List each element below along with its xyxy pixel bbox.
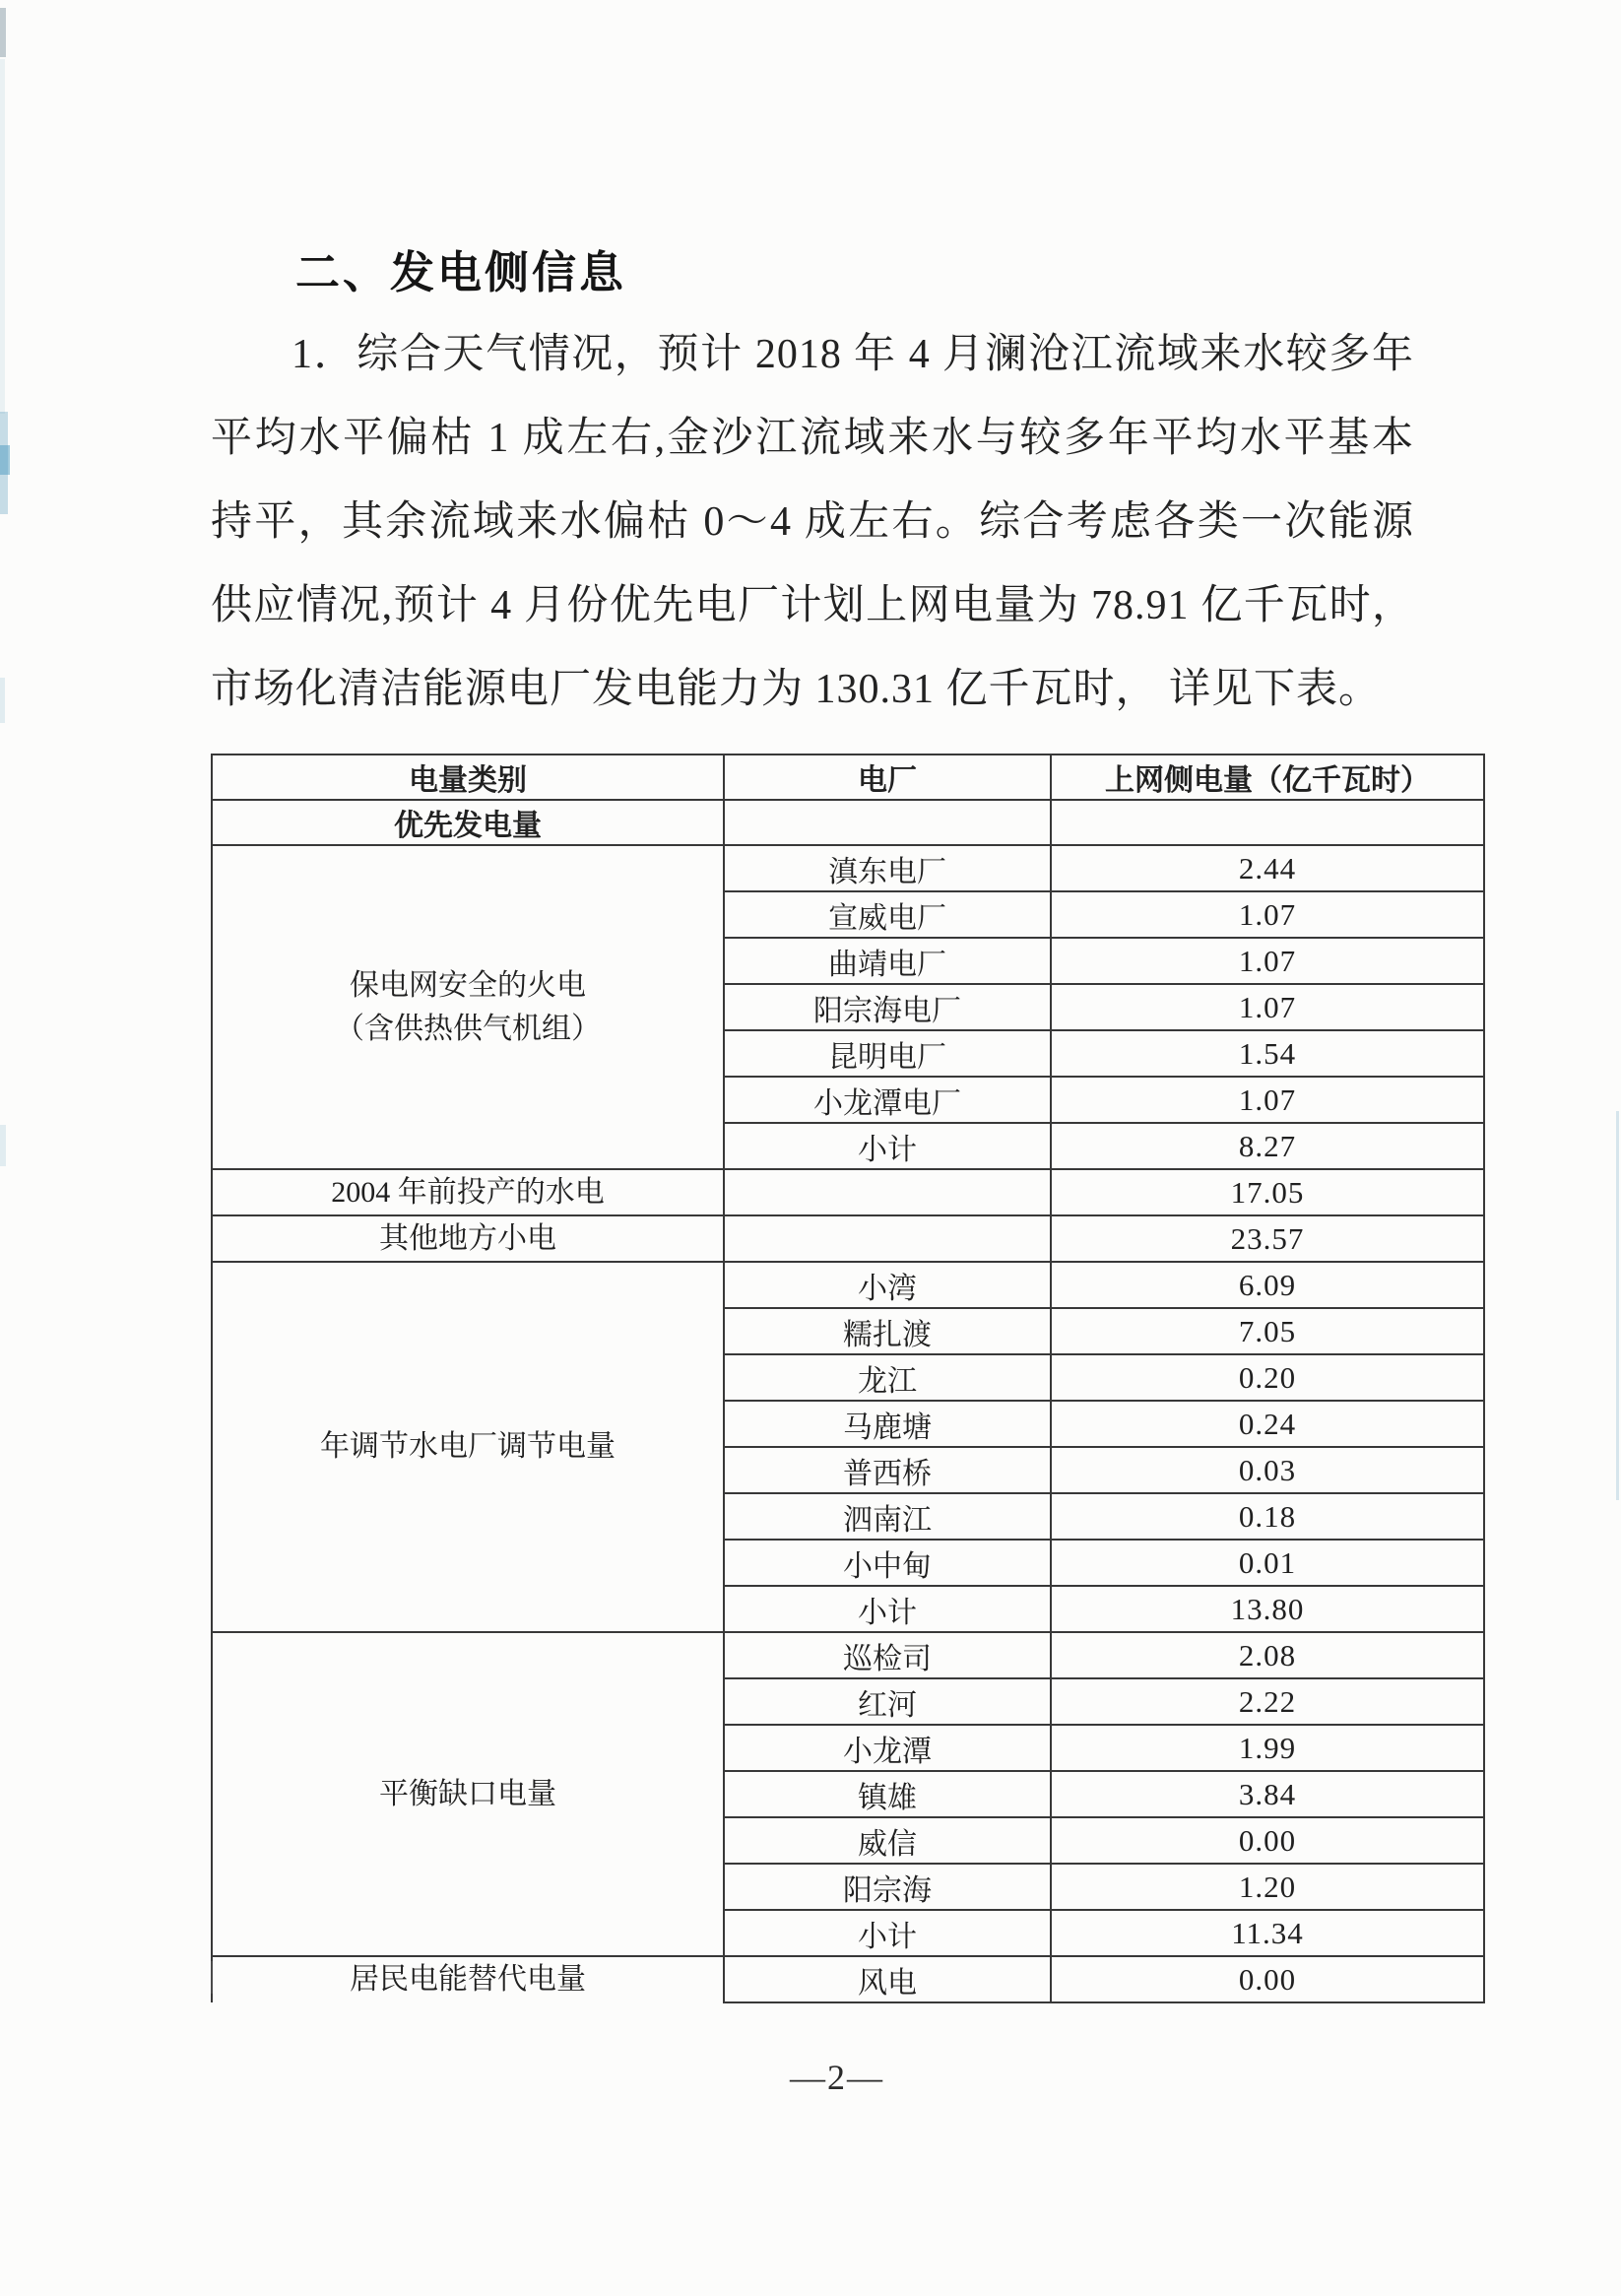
category-cell-annual-regulation: 年调节水电厂调节电量 [212, 1262, 724, 1632]
value-cell: 1.07 [1051, 891, 1484, 938]
paragraph-line: 供应情况,预计 4 月份优先电厂计划上网电量为 78.91 亿千瓦时， [211, 583, 1414, 628]
value-cell: 2.44 [1051, 845, 1484, 891]
plant-cell: 红河 [724, 1678, 1051, 1725]
empty-cell [1051, 800, 1484, 845]
empty-cell [724, 1215, 1051, 1262]
paragraph-line: 1．综合天气情况，预计 2018 年 4 月澜沧江流域来水较多年 [292, 332, 1414, 377]
value-cell: 13.80 [1051, 1586, 1484, 1632]
value-cell: 1.07 [1051, 984, 1484, 1030]
column-header-value: 上网侧电量（亿千瓦时） [1051, 754, 1484, 800]
category-line: （含供热供气机组） [335, 1012, 601, 1045]
table-row [212, 1215, 1484, 1262]
value-cell: 0.18 [1051, 1493, 1484, 1540]
column-header-plant: 电厂 [724, 754, 1051, 800]
paragraph-line: 平均水平偏枯 1 成左右,金沙江流域来水与较多年平均水平基本 [211, 416, 1414, 461]
section-label-cell: 优先发电量 [212, 800, 724, 845]
value-cell: 0.01 [1051, 1540, 1484, 1586]
paragraph-line: 市场化清洁能源电厂发电能力为 130.31 亿千瓦时， 详见下表。 [211, 667, 1382, 712]
table-row [212, 845, 1484, 891]
table-row [212, 1956, 1484, 2002]
value-cell: 2.08 [1051, 1632, 1484, 1678]
plant-cell: 滇东电厂 [724, 845, 1051, 891]
value-cell: 1.99 [1051, 1725, 1484, 1771]
plant-cell: 曲靖电厂 [724, 938, 1051, 984]
value-cell: 0.20 [1051, 1354, 1484, 1401]
table-row [212, 1632, 1484, 1678]
plant-cell: 威信 [724, 1817, 1051, 1864]
table-header-row [212, 754, 1484, 800]
plant-cell: 镇雄 [724, 1771, 1051, 1817]
plant-cell: 小计 [724, 1123, 1051, 1169]
scan-artifact [0, 59, 5, 414]
category-cell-hydro-pre2004: 2004 年前投产的水电 [212, 1169, 724, 1215]
value-cell: 6.09 [1051, 1262, 1484, 1308]
plant-cell: 普西桥 [724, 1447, 1051, 1493]
scan-artifact [0, 8, 6, 57]
value-cell: 17.05 [1051, 1169, 1484, 1215]
value-cell: 0.24 [1051, 1401, 1484, 1447]
paragraph-line: 持平，其余流域来水偏枯 0～4 成左右。综合考虑各类一次能源 [211, 499, 1414, 545]
plant-cell: 巡检司 [724, 1632, 1051, 1678]
empty-cell [724, 800, 1051, 845]
value-cell: 0.03 [1051, 1447, 1484, 1493]
scan-artifact [1616, 1111, 1619, 1500]
category-cell-thermal [212, 845, 724, 1169]
value-cell: 23.57 [1051, 1215, 1484, 1262]
value-cell: 1.07 [1051, 1077, 1484, 1123]
scan-artifact [0, 412, 8, 514]
scan-artifact [0, 1125, 6, 1166]
plant-cell: 小计 [724, 1910, 1051, 1956]
column-header-category: 电量类别 [212, 754, 724, 800]
value-cell: 0.00 [1051, 1817, 1484, 1864]
plant-cell: 小计 [724, 1586, 1051, 1632]
value-cell: 1.07 [1051, 938, 1484, 984]
table-row [212, 1262, 1484, 1308]
value-cell: 3.84 [1051, 1771, 1484, 1817]
value-cell: 11.34 [1051, 1910, 1484, 1956]
section-heading: 二、发电侧信息 [295, 247, 627, 297]
plant-cell: 小湾 [724, 1262, 1051, 1308]
plant-cell: 龙江 [724, 1354, 1051, 1401]
table-left-border-continuation [211, 1961, 213, 1994]
plant-cell: 小中甸 [724, 1540, 1051, 1586]
category-cell-balance-gap: 平衡缺口电量 [212, 1632, 724, 1956]
value-cell: 1.20 [1051, 1864, 1484, 1910]
value-cell: 7.05 [1051, 1308, 1484, 1354]
plant-cell: 昆明电厂 [724, 1030, 1051, 1077]
plant-cell: 阳宗海电厂 [724, 984, 1051, 1030]
plant-cell: 宣威电厂 [724, 891, 1051, 938]
intro-paragraph [211, 313, 1414, 732]
plant-cell: 小龙潭电厂 [724, 1077, 1051, 1123]
scan-artifact [0, 678, 5, 723]
plant-cell: 小龙潭 [724, 1725, 1051, 1771]
plant-cell: 阳宗海 [724, 1864, 1051, 1910]
scan-artifact [0, 445, 10, 475]
table-row [212, 1169, 1484, 1215]
value-cell: 0.00 [1051, 1956, 1484, 2002]
category-cell-other-small: 其他地方小电 [212, 1215, 724, 1262]
value-cell: 8.27 [1051, 1123, 1484, 1169]
value-cell: 2.22 [1051, 1678, 1484, 1725]
page-number: —2— [790, 2058, 884, 2097]
empty-cell [724, 1169, 1051, 1215]
plant-cell: 风电 [724, 1956, 1051, 2002]
plant-cell: 糯扎渡 [724, 1308, 1051, 1354]
generation-plan-table [211, 754, 1485, 2003]
value-cell: 1.54 [1051, 1030, 1484, 1077]
plant-cell: 泗南江 [724, 1493, 1051, 1540]
category-line: 保电网安全的火电 [350, 969, 586, 1002]
section-row [212, 800, 1484, 845]
plant-cell: 马鹿塘 [724, 1401, 1051, 1447]
category-cell-residential-substitution: 居民电能替代电量 [212, 1956, 724, 2002]
